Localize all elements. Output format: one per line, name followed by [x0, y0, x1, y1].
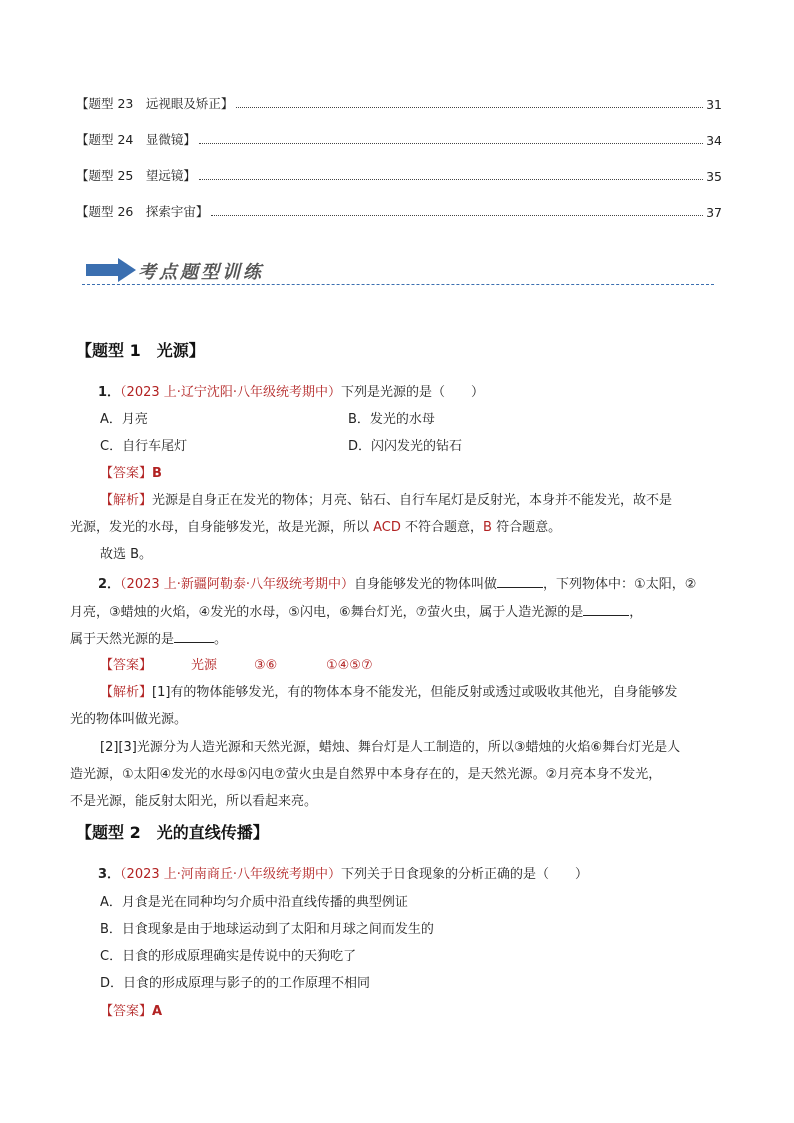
- question-1-stem: [98, 384, 484, 402]
- answer-label: 【答案】: [100, 1004, 153, 1019]
- analysis-text: 不符合题意，: [400, 520, 484, 535]
- analysis-label: 【解析】: [100, 685, 153, 700]
- toc-entry[interactable]: [76, 202, 722, 220]
- question-text: 自身能够发光的物体叫做: [354, 577, 498, 592]
- question-2-stem: [70, 629, 227, 649]
- analysis-text: [2][3]光源分为人造光源和天然光源，蜡烛、舞台灯是人工制造的，所以③蜡烛的火焰⑥舞台灯光是人: [100, 740, 681, 755]
- question-source: （2023 上·辽宁沈阳·八年级统考期中）: [120, 385, 342, 400]
- option-c: C．自行车尾灯: [100, 439, 188, 454]
- toc-page: 31: [706, 97, 722, 112]
- option-d: D．日食的形成原理与影子的的工作原理不相同: [100, 976, 371, 991]
- toc-leader-dots: [199, 143, 703, 144]
- answer-value: A: [152, 1004, 163, 1019]
- answer-line: [100, 465, 162, 483]
- question-text: 下列关于日食现象的分析正确的是（ ）: [341, 867, 589, 882]
- answer-blank[interactable]: [174, 629, 214, 643]
- toc-entry[interactable]: [76, 94, 722, 112]
- answer-value: ①④⑤⑦: [326, 658, 373, 673]
- conclusion: 故选 B。: [100, 547, 153, 562]
- analysis-line: [70, 519, 561, 537]
- answer-line: [100, 1003, 162, 1021]
- answer-line: [100, 657, 152, 675]
- question-text: ，下列物体中：①太阳，②: [543, 577, 697, 592]
- analysis-highlight: ACD: [373, 520, 401, 535]
- answer-blank[interactable]: [583, 602, 629, 616]
- option-b: B．日食现象是由于地球运动到了太阳和月球之间而发生的: [100, 922, 434, 937]
- question-text: 下列是光源的是（ ）: [341, 385, 485, 400]
- toc-page: 37: [706, 205, 722, 220]
- analysis-text: 造光源，①太阳④发光的水母⑤闪电⑦萤火虫是自然界中本身存在的，是天然光源。②月亮本身不发光，: [70, 767, 662, 782]
- answer-label: 【答案】: [100, 658, 153, 673]
- section-heading: 【题型 2 光的直线传播】: [76, 823, 269, 842]
- section-heading: 【题型 1 光源】: [76, 341, 205, 360]
- toc-page: 34: [706, 133, 722, 148]
- analysis-text: 不是光源，能反射太阳光，所以看起来亮。: [70, 794, 318, 809]
- analysis-line: [100, 684, 677, 702]
- toc-label: 【题型 25 望远镜】: [76, 168, 196, 183]
- question-text: 。: [214, 632, 228, 647]
- question-number: 1．: [98, 385, 121, 400]
- toc-entry[interactable]: [76, 130, 722, 148]
- question-text: 属于天然光源的是: [70, 632, 175, 647]
- question-2-stem: [98, 574, 696, 594]
- toc-leader-dots: [199, 179, 703, 180]
- question-source: （2023 上·新疆阿勒泰·八年级统考期中）: [120, 577, 355, 592]
- toc-label: 【题型 23 远视眼及矫正】: [76, 96, 234, 111]
- question-2-stem: [70, 602, 642, 622]
- option-b: B．发光的水母: [348, 412, 435, 427]
- question-text: ，: [629, 605, 643, 620]
- option-a: A．月食是光在同种均匀介质中沿直线传播的典型例证: [100, 895, 408, 910]
- answer-value: 光源: [191, 658, 218, 673]
- toc-leader-dots: [236, 107, 703, 108]
- toc-label: 【题型 24 显微镜】: [76, 132, 196, 147]
- banner-divider: [82, 284, 714, 285]
- analysis-text: [1]有的物体能够发光，有的物体本身不能发光，但能反射或透过或吸收其他光，自身能够发: [152, 685, 678, 700]
- option-c: C．日食的形成原理确实是传说中的天狗吃了: [100, 949, 357, 964]
- option-d: D．闪闪发光的钻石: [348, 439, 463, 454]
- toc-page: 35: [706, 169, 722, 184]
- answer-value: B: [152, 466, 162, 481]
- analysis-text: 符合题意。: [491, 520, 562, 535]
- answer-label: 【答案】: [100, 466, 153, 481]
- analysis-highlight: B: [483, 520, 492, 535]
- analysis-line: [100, 492, 672, 510]
- toc-entry[interactable]: [76, 166, 722, 184]
- arrow-icon: [86, 258, 136, 282]
- answer-blank[interactable]: [497, 574, 543, 588]
- analysis-text: 光源是自身正在发光的物体；月亮、钻石、自行车尾灯是反射光，本身并不能发光，故不是: [152, 493, 673, 508]
- analysis-label: 【解析】: [100, 493, 153, 508]
- question-3-stem: [98, 866, 588, 884]
- question-number: 3．: [98, 867, 121, 882]
- answer-value: ③⑥: [254, 658, 278, 673]
- question-source: （2023 上·河南商丘·八年级统考期中）: [120, 867, 342, 882]
- analysis-text: 光的物体叫做光源。: [70, 712, 188, 727]
- banner-title: 考点题型训练: [138, 262, 264, 283]
- option-a: A．月亮: [100, 412, 148, 427]
- question-number: 2．: [98, 577, 121, 592]
- analysis-text: 光源，发光的水母，自身能够发光，故是光源，所以: [70, 520, 374, 535]
- toc-label: 【题型 26 探索宇宙】: [76, 204, 209, 219]
- toc-leader-dots: [211, 215, 703, 216]
- question-text: 月亮，③蜡烛的火焰，④发光的水母，⑤闪电，⑥舞台灯光，⑦萤火虫，属于人造光源的是: [70, 605, 584, 620]
